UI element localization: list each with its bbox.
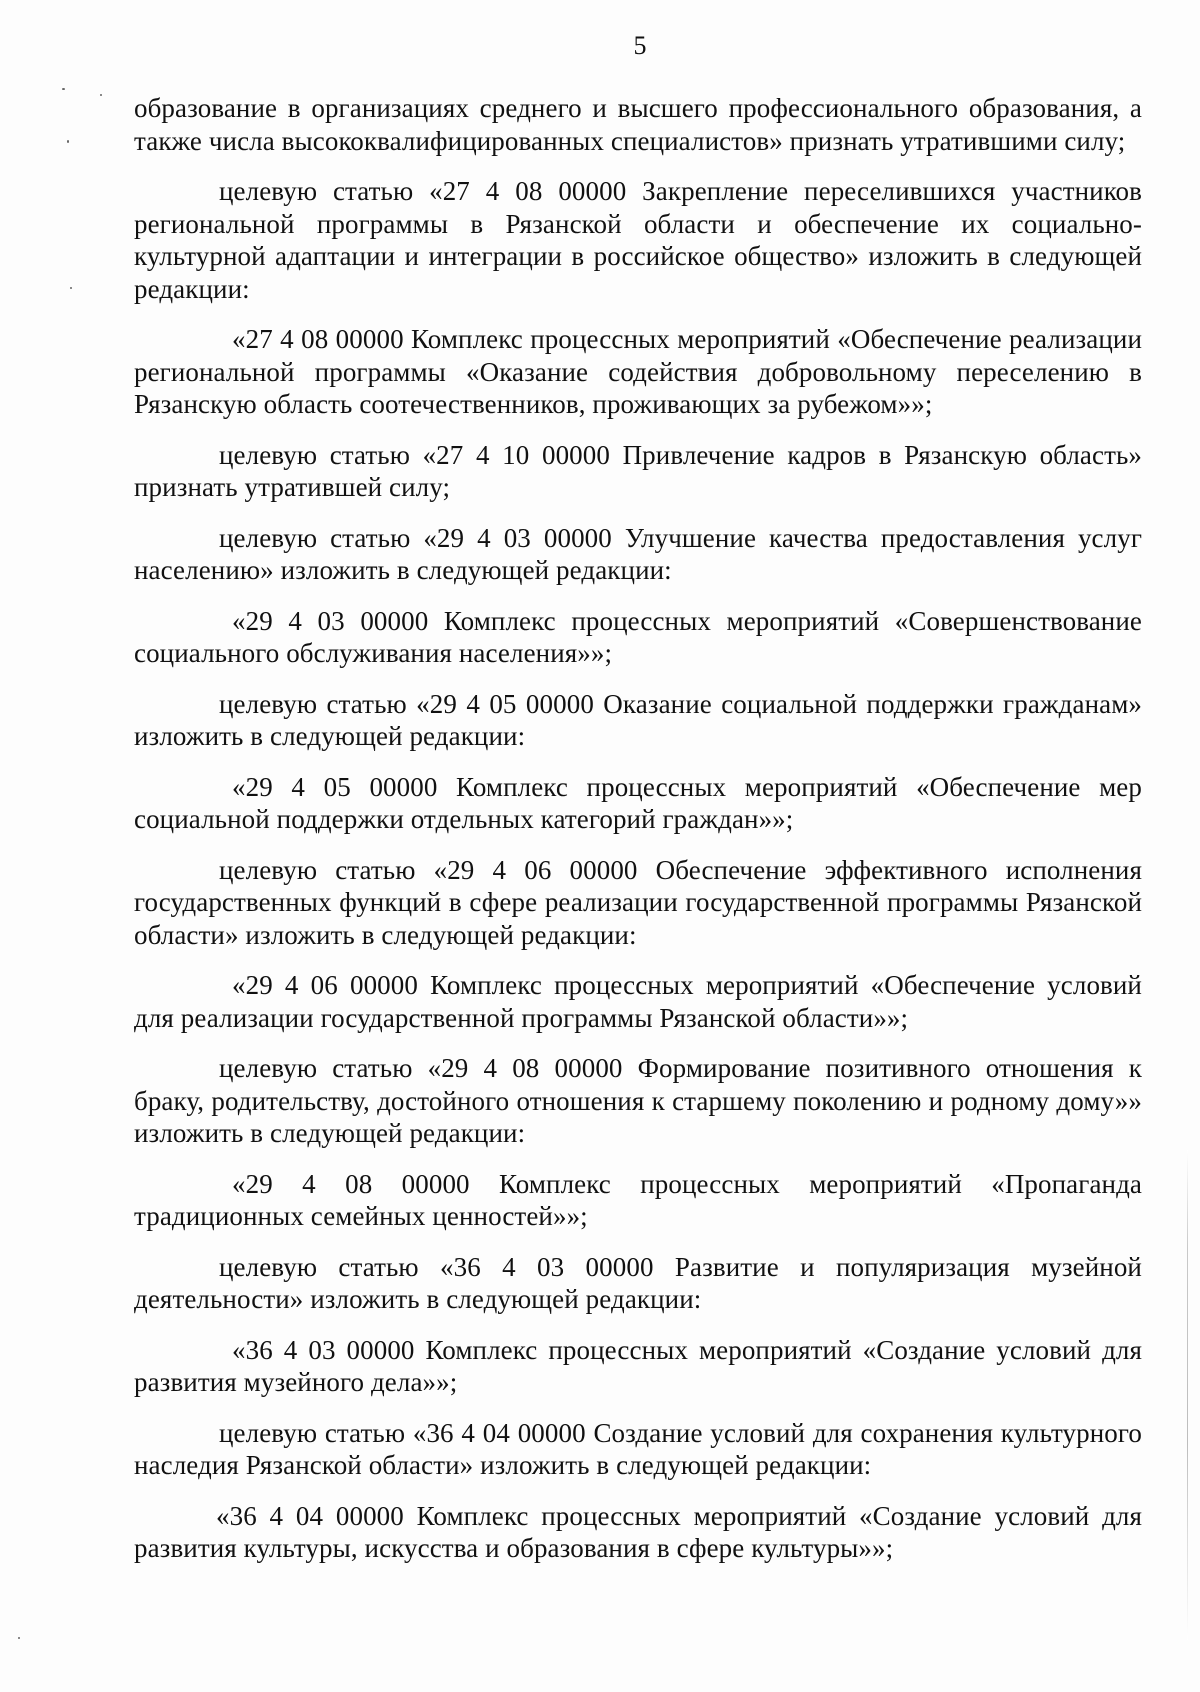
scan-speck	[67, 140, 69, 143]
scan-edge-shadow	[1187, 1150, 1188, 1640]
paragraph-target-article-29-4-05: целевую статью «29 4 05 00000 Оказание социальной поддержки гражданам» изложить в следующей редакции:	[134, 688, 1142, 751]
document-body	[134, 92, 1142, 1583]
paragraph-new-wording-29-4-06: «29 4 06 00000 Комплекс процессных мероприятий «Обеспечение условий для реализации государственной программы Рязанской области»»;	[134, 970, 1142, 1033]
paragraph-target-article-29-4-08: целевую статью «29 4 08 00000 Формирование позитивного отношения к браку, родительству, достойного отношения к старшему поколению и родному дому»» изложить в следующей редакции:	[134, 1053, 1142, 1148]
paragraph-target-article-27-4-08: целевую статью «27 4 08 00000 Закрепление переселившихся участников региональной программы в Рязанской области и обеспечение их социально-культурной адаптации и интеграции в российское общество» изложить в следующей редакции:	[134, 176, 1142, 304]
paragraph-new-wording-36-4-03: «36 4 03 00000 Комплекс процессных мероприятий «Создание условий для развития музейного дела»»;	[134, 1334, 1142, 1397]
paragraph-new-wording-29-4-03: «29 4 03 00000 Комплекс процессных мероприятий «Совершенствование социального обслуживания населения»»;	[134, 605, 1142, 668]
paragraph-target-article-29-4-03: целевую статью «29 4 03 00000 Улучшение качества предоставления услуг населению» изложить в следующей редакции:	[134, 522, 1142, 585]
paragraph-new-wording-29-4-08: «29 4 08 00000 Комплекс процессных мероприятий «Пропаганда традиционных семейных ценностей»»;	[134, 1168, 1142, 1231]
paragraph-target-article-27-4-10: целевую статью «27 4 10 00000 Привлечение кадров в Рязанскую область» признать утратившей силу;	[134, 439, 1142, 502]
paragraph-new-wording-27-4-08: «27 4 08 00000 Комплекс процессных мероприятий «Обеспечение реализации региональной программы «Оказание содействия добровольному переселению в Рязанскую область соотечественников, проживающих за рубежом»»;	[134, 324, 1142, 419]
paragraph-new-wording-36-4-04: «36 4 04 00000 Комплекс процессных мероприятий «Создание условий для развития культуры, искусства и образования в сфере культуры»»;	[134, 1500, 1142, 1563]
paragraph-target-article-36-4-04: целевую статью «36 4 04 00000 Создание условий для сохранения культурного наследия Рязанской области» изложить в следующей редакции:	[134, 1417, 1142, 1480]
paragraph-target-article-29-4-06: целевую статью «29 4 06 00000 Обеспечение эффективного исполнения государственных функций в сфере реализации государственной программы Рязанской области» изложить в следующей редакции:	[134, 854, 1142, 950]
scan-speck	[100, 94, 102, 96]
scan-speck	[18, 1637, 20, 1639]
paragraph-target-article-36-4-03: целевую статью «36 4 03 00000 Развитие и популяризация музейной деятельности» изложить в следующей редакции:	[134, 1251, 1142, 1314]
scan-speck	[70, 287, 72, 289]
scan-speck	[62, 88, 65, 90]
paragraph-new-wording-29-4-05: «29 4 05 00000 Комплекс процессных мероприятий «Обеспечение мер социальной поддержки отдельных категорий граждан»»;	[134, 771, 1142, 834]
paragraph-continuation: образование в организациях среднего и высшего профессионального образования, а также числа высококвалифицированных специалистов» признать утратившими силу;	[134, 93, 1142, 156]
page-number: 5	[633, 31, 647, 60]
